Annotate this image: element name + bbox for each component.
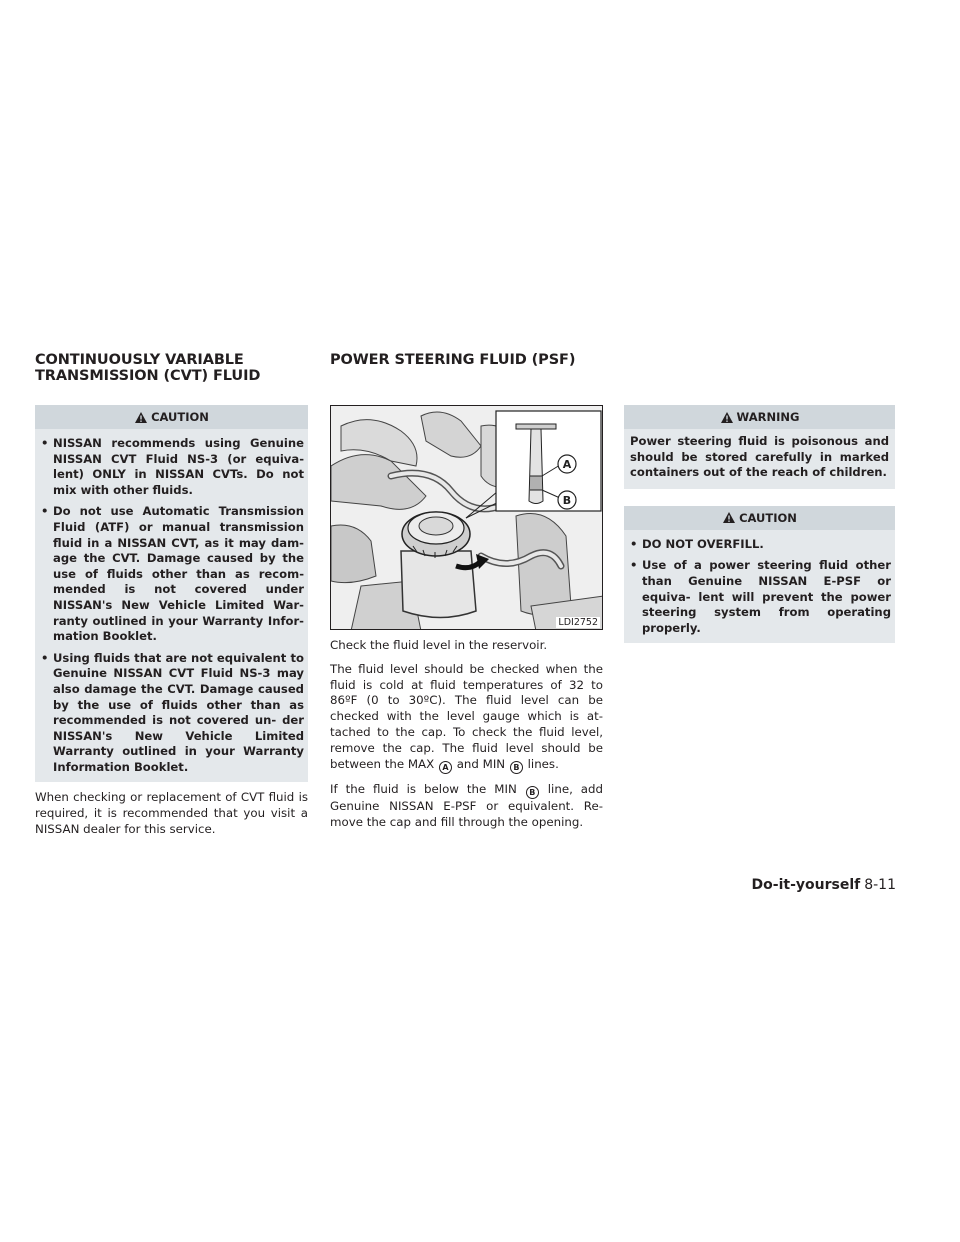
cvt-section-heading <box>35 352 315 384</box>
cvt-caution-box <box>35 405 308 782</box>
footer-section-title: Do-it-yourself <box>751 877 861 893</box>
list-item: • Using fluids that are not equivalent to Genuine NISSAN CVT Fluid NS-3 may also damage the CVT. Damage caused by the use of fluids other than as recommended is not covered un- der NISSAN's New Vehicle Limited Warranty outlined in your Warranty Information Booklet. <box>41 650 304 774</box>
cvt-heading-line1: CONTINUOUSLY VARIABLE <box>35 352 244 368</box>
middle-column <box>330 405 603 831</box>
cvt-caution-list <box>39 436 304 775</box>
warning-triangle-icon <box>722 511 736 524</box>
warning-triangle-icon <box>134 411 148 424</box>
list-item: • Use of a power steering fluid other than Genuine NISSAN E-PSF or equiva- lent will prevent the power steering system from operating properly. <box>630 558 891 635</box>
psf-warning-body <box>624 429 895 489</box>
psf-check-paragraph: Check the fluid level in the reservoir. <box>330 638 548 652</box>
reservoir-illustration <box>330 405 603 630</box>
cvt-caution-title: CAUTION <box>151 410 209 424</box>
psf-warning-box <box>624 405 895 489</box>
marker-b-icon: B <box>510 761 523 774</box>
psf-refill-paragraph: If the fluid is below the MIN B line, add Genuine NISSAN E-PSF or equivalent. Re- move the cap and fill through the opening. <box>330 781 604 830</box>
left-column <box>35 405 308 838</box>
engine-bay-illustration <box>331 406 603 630</box>
psf-warning-title-bar <box>624 405 895 429</box>
cvt-service-paragraph: When checking or replacement of CVT fluid is required, it is recommended that you visit a NISSAN dealer for this service. <box>35 790 308 837</box>
cvt-caution-body <box>35 429 308 782</box>
psf-caution-box <box>624 506 895 644</box>
psf-caution-list <box>628 537 891 637</box>
label-b-text: B <box>562 494 572 507</box>
list-item: • DO NOT OVERFILL. <box>630 536 764 551</box>
cvt-caution-title-bar <box>35 405 308 429</box>
page-footer <box>752 877 896 893</box>
marker-a-icon: A <box>439 761 452 774</box>
psf-section-heading: POWER STEERING FLUID (PSF) <box>330 352 576 368</box>
list-item: • Do not use Automatic Transmission Fluid (ATF) or manual transmission fluid in a NISSAN CVT, as it may dam- age the CVT. Damage caused by the use of fluids other than as recom- mended is not covered under NISSAN's New Vehicle Limited War- ranty outlined in your Warranty Infor- mation Booklet. <box>41 504 304 644</box>
label-a-text: A <box>562 458 572 471</box>
psf-caution-title: CAUTION <box>739 510 797 525</box>
cvt-heading-line2: TRANSMISSION (CVT) FLUID <box>35 368 261 384</box>
warning-triangle-icon <box>720 411 734 424</box>
psf-level-paragraph: The fluid level should be checked when the fluid is cold at fluid temperatures of 32 to 86ºF (0 to 30ºC). The fluid level can be checked with the level gauge which is at- tached to the cap. To check the fluid level, remove the cap. The fluid level should be between the MAX A and MIN B lines. <box>330 662 603 774</box>
marker-b-icon: B <box>526 786 539 799</box>
list-item: • NISSAN recommends using Genuine NISSAN CVT Fluid NS-3 (or equiva- lent) ONLY in NISSAN CVTs. Do not mix with other fluids. <box>41 436 304 497</box>
psf-caution-title-bar <box>624 506 895 530</box>
psf-caution-body <box>624 530 895 644</box>
page-number: 8-11 <box>864 877 896 893</box>
figure-id: LDI2752 <box>558 617 598 628</box>
psf-warning-title: WARNING <box>736 410 800 424</box>
psf-warning-text: Power steering fluid is poisonous and should be stored carefully in marked containers out of the reach of children. <box>630 434 889 480</box>
right-column <box>624 405 895 643</box>
